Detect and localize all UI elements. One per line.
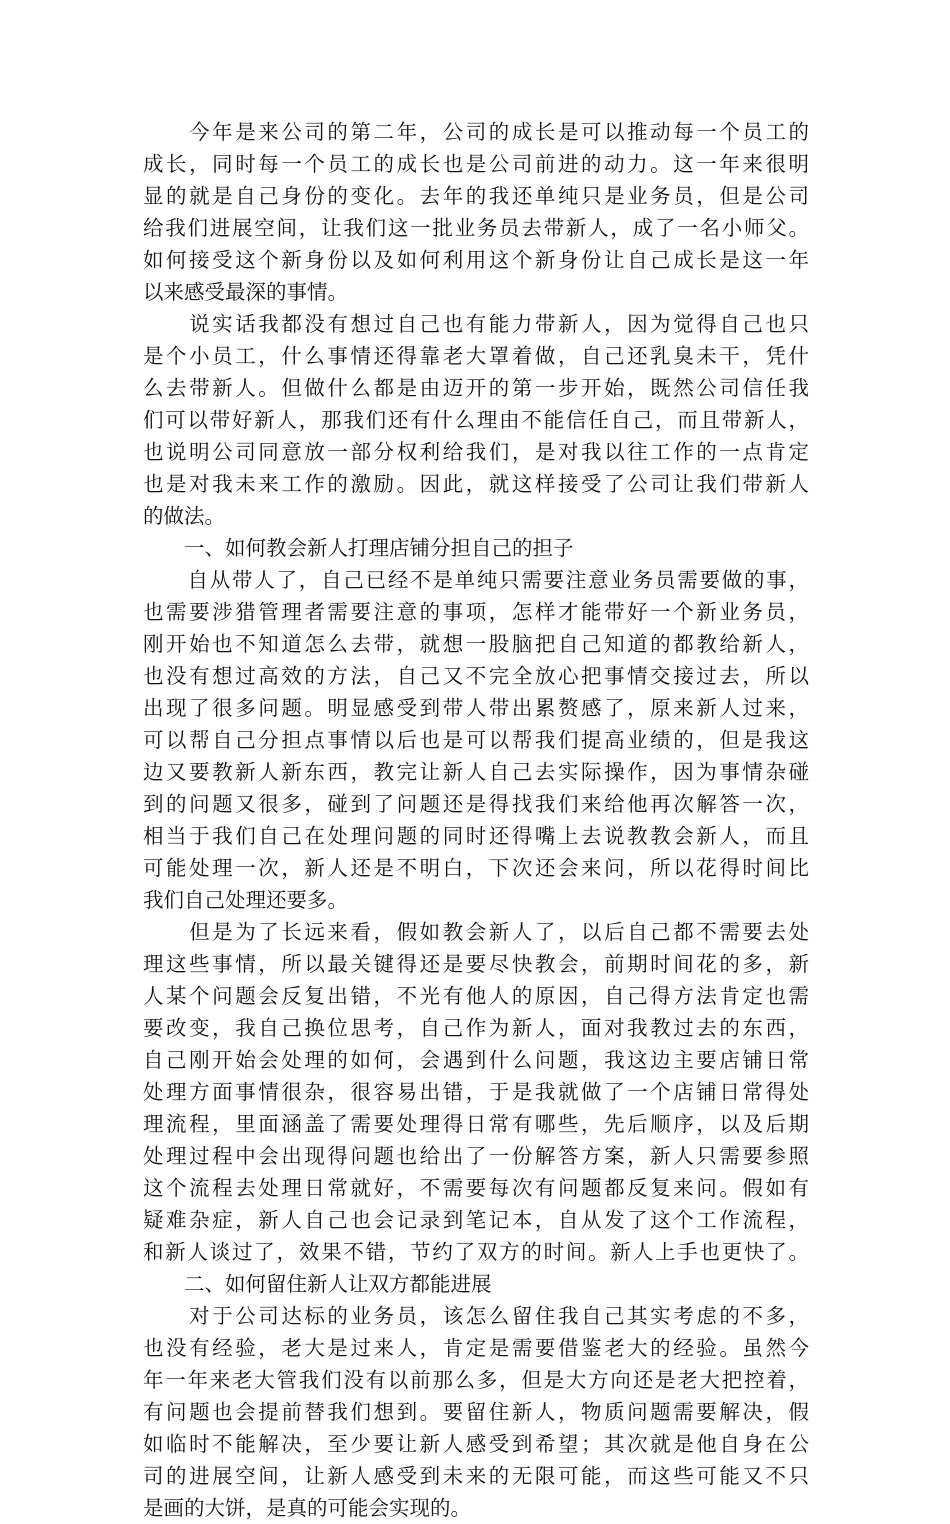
paragraph-line: 和新人谈过了，效果不错，节约了双方的时间。新人上手也更快了。 [143, 1240, 809, 1264]
paragraph-line: 的做法。 [143, 504, 225, 528]
paragraph-line: 理这些事情，所以最关键得还是要尽快教会，前期时间花的多，新 [143, 952, 809, 976]
paragraph-line: 理流程，里面涵盖了需要处理得日常有哪些，先后顺序，以及后期 [143, 1112, 809, 1136]
paragraph-line: 给我们进展空间，让我们这一批业务员去带新人，成了一名小师父。 [143, 216, 809, 240]
paragraph-line: 如临时不能解决，至少要让新人感受到希望；其次就是他自身在公 [143, 1432, 809, 1456]
paragraph-line: 刚开始也不知道怎么去带，就想一股脑把自己知道的都教给新人， [143, 632, 809, 656]
paragraph-line: 今年是来公司的第二年，公司的成长是可以推动每一个员工的 [143, 120, 809, 144]
paragraph-line: 自己刚开始会处理的如何，会遇到什么问题，我这边主要店铺日常 [143, 1048, 809, 1072]
paragraph-line: 么去带新人。但做什么都是由迈开的第一步开始，既然公司信任我 [143, 376, 809, 400]
paragraph-line: 以来感受最深的事情。 [143, 280, 348, 304]
paragraph-line: 司的进展空间，让新人感受到未来的无限可能，而这些可能又不只 [143, 1464, 809, 1488]
paragraph-line: 我们自己处理还要多。 [143, 888, 348, 912]
paragraph-line: 年一年来老大管我们没有以前那么多，但是大方向还是老大把控着， [143, 1368, 809, 1392]
paragraph-line: 可以帮自己分担点事情以后也是可以帮我们提高业绩的，但是我这 [143, 728, 809, 752]
paragraph-line: 相当于我们自己在处理问题的同时还得嘴上去说教教会新人，而且 [143, 824, 809, 848]
paragraph-line: 处理方面事情很杂，很容易出错，于是我就做了一个店铺日常得处 [143, 1080, 809, 1104]
section-heading: 一、如何教会新人打理店铺分担自己的担子 [143, 536, 574, 560]
paragraph-line: 有问题也会提前替我们想到。要留住新人，物质问题需要解决，假 [143, 1400, 809, 1424]
paragraph-line: 也没有想过高效的方法，自己又不完全放心把事情交接过去，所以 [143, 664, 809, 688]
paragraph-line: 可能处理一次，新人还是不明白，下次还会来问，所以花得时间比 [143, 856, 809, 880]
paragraph-line: 但是为了长远来看，假如教会新人了，以后自己都不需要去处 [143, 920, 809, 944]
paragraph-line: 疑难杂症，新人自己也会记录到笔记本，自从发了这个工作流程， [143, 1208, 809, 1232]
paragraph-line: 边又要教新人新东西，教完让新人自己去实际操作，因为事情杂碰 [143, 760, 809, 784]
section-heading: 二、如何留住新人让双方都能进展 [143, 1272, 492, 1296]
paragraph-line: 们可以带好新人，那我们还有什么理由不能信任自己，而且带新人， [143, 408, 809, 432]
paragraph-line: 也没有经验，老大是过来人，肯定是需要借鉴老大的经验。虽然今 [143, 1336, 809, 1360]
paragraph-line: 也说明公司同意放一部分权利给我们，是对我以往工作的一点肯定 [143, 440, 809, 464]
paragraph-line: 出现了很多问题。明显感受到带人带出累赘感了，原来新人过来， [143, 696, 809, 720]
paragraph-line: 说实话我都没有想过自己也有能力带新人，因为觉得自己也只 [143, 312, 809, 336]
paragraph-line: 是画的大饼，是真的可能会实现的。 [143, 1496, 471, 1520]
paragraph-line: 显的就是自己身份的变化。去年的我还单纯只是业务员，但是公司 [143, 184, 809, 208]
paragraph-line: 对于公司达标的业务员，该怎么留住我自己其实考虑的不多， [143, 1304, 809, 1328]
paragraph-line: 也需要涉猎管理者需要注意的事项，怎样才能带好一个新业务员， [143, 600, 809, 624]
paragraph-line: 人某个问题会反复出错，不光有他人的原因，自己得方法肯定也需 [143, 984, 809, 1008]
paragraph-line: 要改变，我自己换位思考，自己作为新人，面对我教过去的东西， [143, 1016, 809, 1040]
paragraph-line: 是个小员工，什么事情还得靠老大罩着做，自己还乳臭未干，凭什 [143, 344, 809, 368]
paragraph-line: 处理过程中会出现得问题也给出了一份解答方案，新人只需要参照 [143, 1144, 809, 1168]
document-body [143, 116, 809, 1524]
paragraph-line: 到的问题又很多，碰到了问题还是得找我们来给他再次解答一次， [143, 792, 809, 816]
paragraph-line: 自从带人了，自己已经不是单纯只需要注意业务员需要做的事， [143, 568, 809, 592]
paragraph-line: 这个流程去处理日常就好，不需要每次有问题都反复来问。假如有 [143, 1176, 809, 1200]
paragraph-line: 如何接受这个新身份以及如何利用这个新身份让自己成长是这一年 [143, 248, 809, 272]
paragraph-line: 也是对我未来工作的激励。因此，就这样接受了公司让我们带新人 [143, 472, 809, 496]
paragraph-line: 成长，同时每一个员工的成长也是公司前进的动力。这一年来很明 [143, 152, 809, 176]
